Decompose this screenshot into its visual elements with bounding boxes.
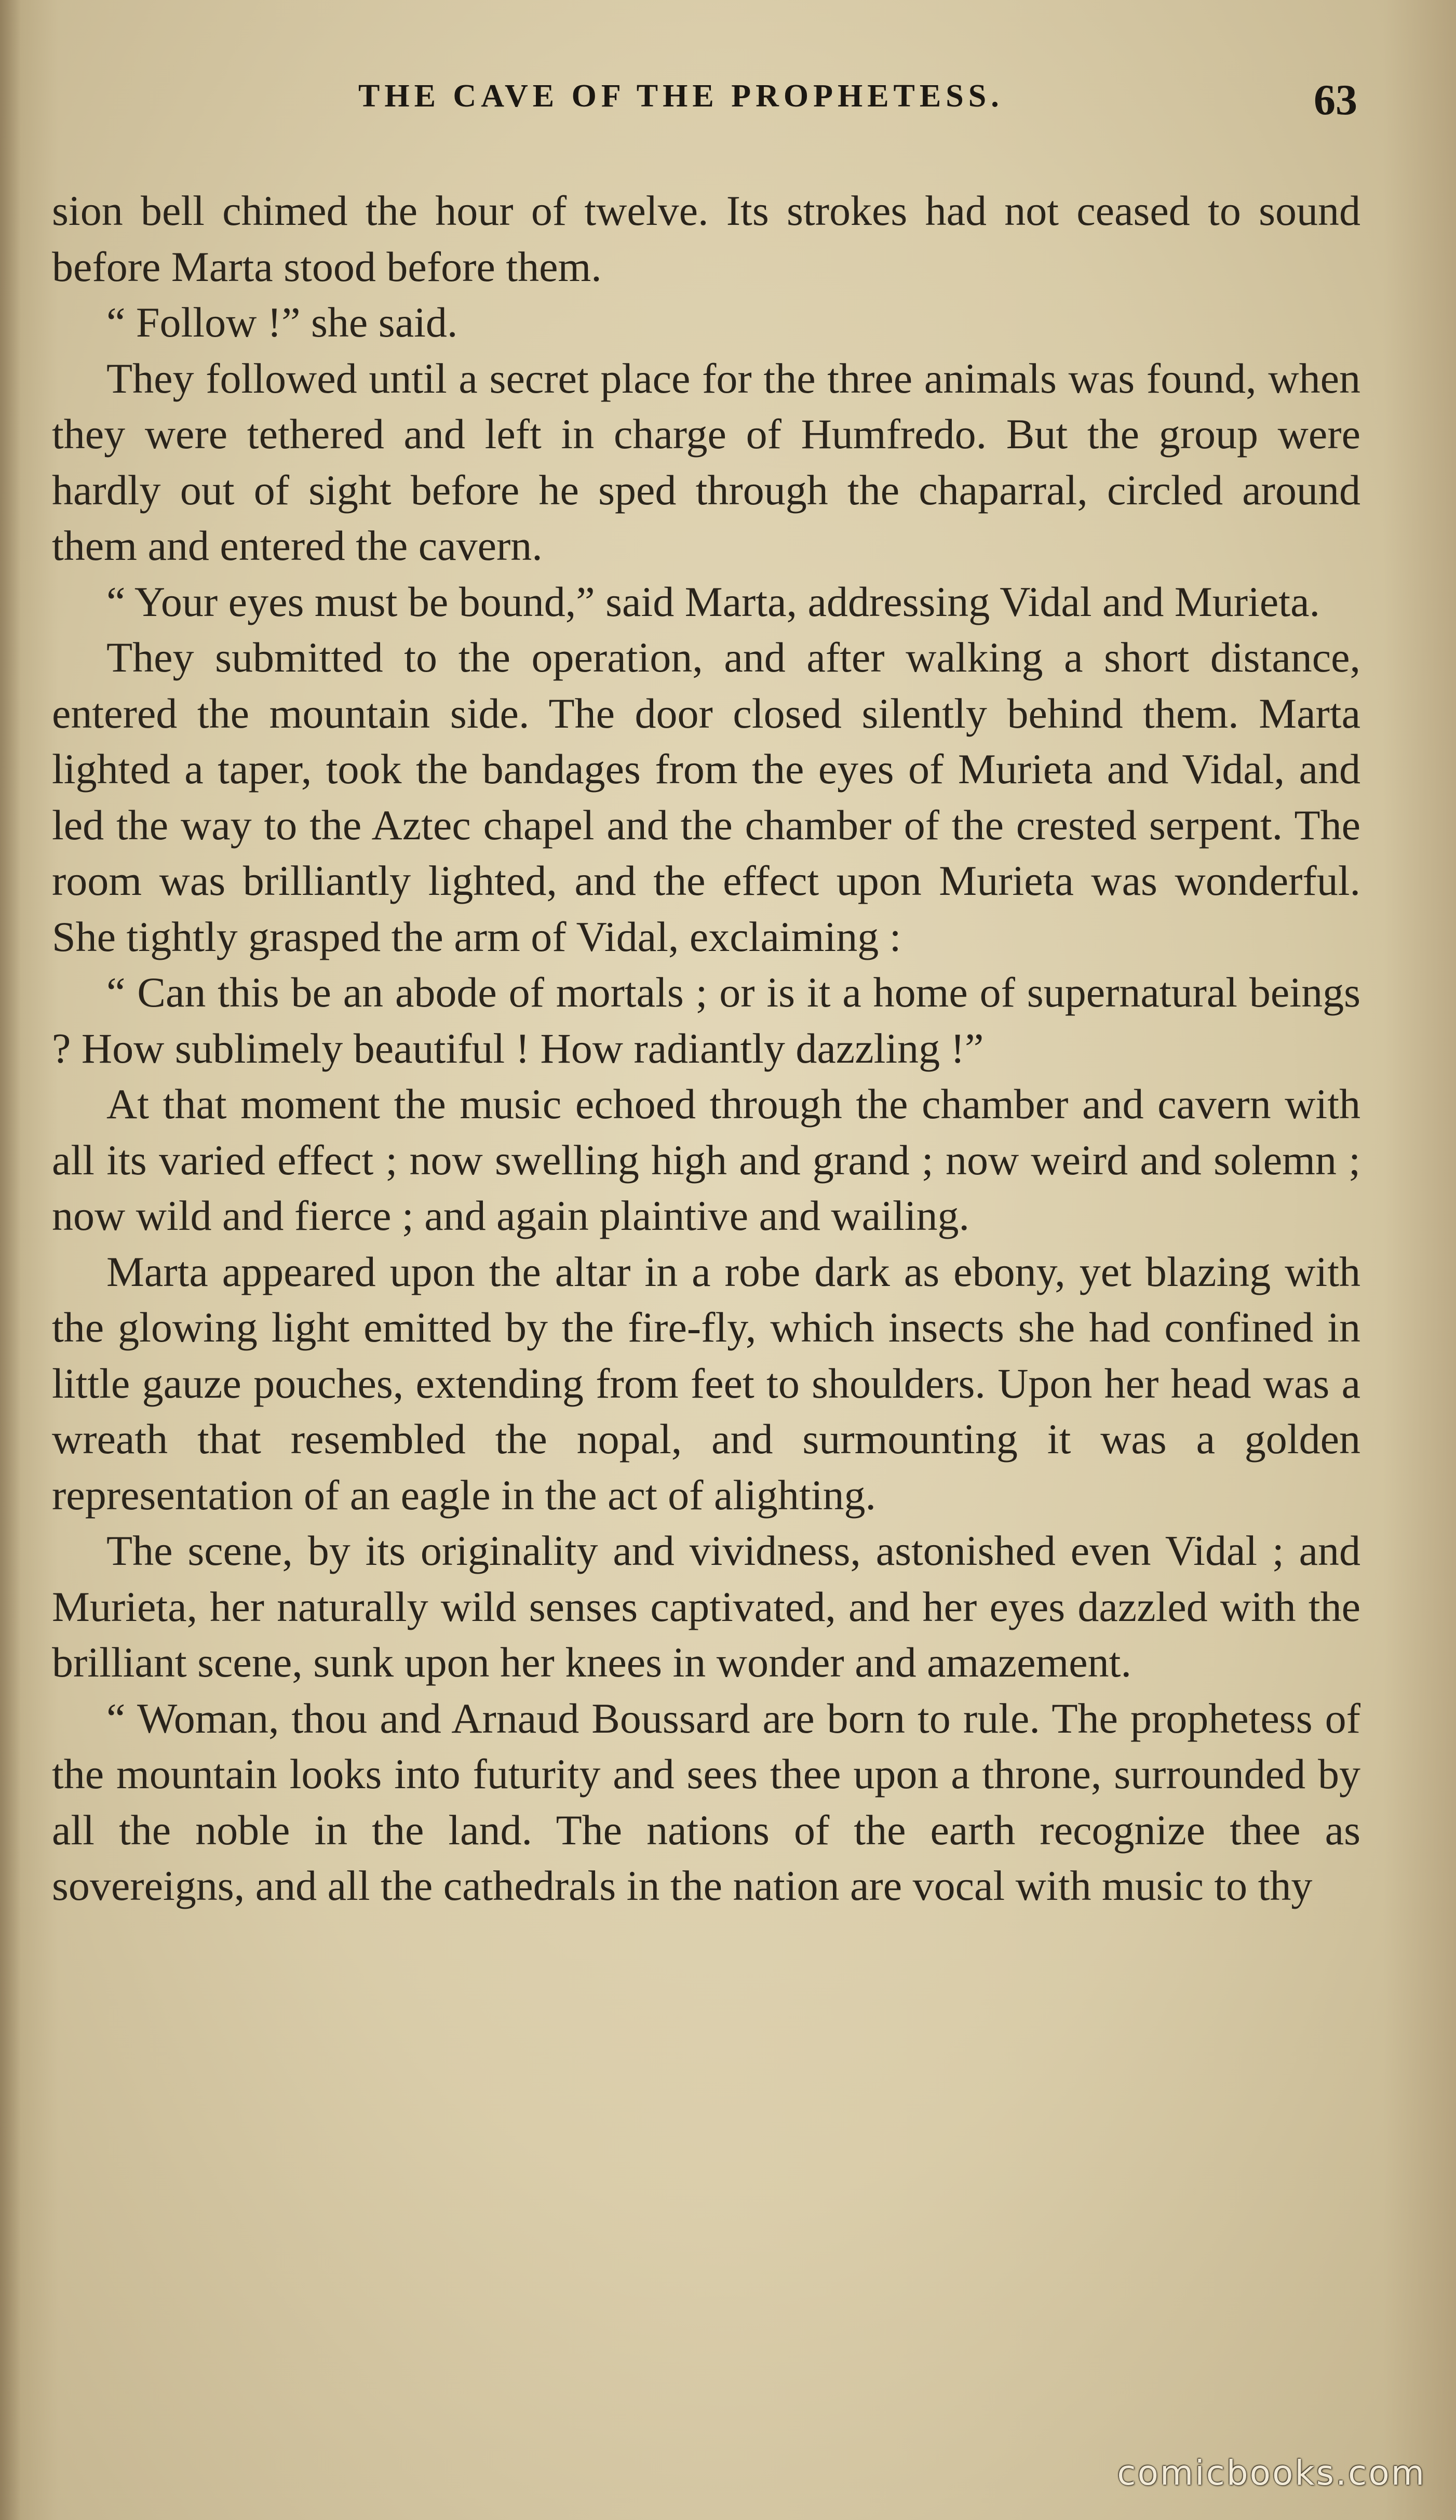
page-edge-shadow: [0, 0, 21, 2520]
paragraph: sion bell chimed the hour of twelve. Its strokes had not ceased to sound before Marta stood before them.: [52, 187, 1360, 290]
paragraph: At that moment the music echoed through the chamber and cavern with all its varied effect ; now swelling high and grand ; now weird and solemn ; now wild and fierce ; and again plaintive and wailing.: [52, 1080, 1360, 1239]
watermark: comicbooks.com: [1117, 2453, 1426, 2493]
body-text: [52, 183, 1360, 1914]
paragraph: The scene, by its originality and vividness, astonished even Vidal ; and Murieta, her naturally wild senses captivated, and her eyes dazzled with the brilliant scene, sunk upon her knees in wonder and amazement.: [52, 1527, 1360, 1686]
paragraph: “ Follow !” she said.: [106, 299, 458, 346]
paragraph: “ Woman, thou and Arnaud Boussard are born to rule. The prophetess of the mountain looks into futurity and sees thee upon a throne, surrounded by all the noble in the land. The nations of the earth recognize thee as sovereigns, and all the cathedrals in the nation are vocal with music to thy: [52, 1694, 1360, 1909]
paragraph: “ Can this be an abode of mortals ; or is it a home of supernatural beings ? How sublimely beautiful ! How radiantly dazzling !”: [52, 969, 1360, 1072]
paragraph: They followed until a secret place for the three animals was found, when they were tethered and left in charge of Humfredo. But the group were hardly out of sight before he sped through the chaparral, circled around them and entered the cavern.: [52, 354, 1360, 569]
page-header: [0, 78, 1456, 140]
paragraph: They submitted to the operation, and after walking a short distance, entered the mountain side. The door closed silently behind them. Marta lighted a taper, took the bandages from the eyes of Murieta and Vidal, and led the way to the Aztec chapel and the chamber of the crested serpent. The room was brilliantly lighted, and the effect upon Murieta was wonderful. She tightly grasped the arm of Vidal, exclaiming :: [52, 634, 1360, 960]
paragraph: “ Your eyes must be bound,” said Marta, addressing Vidal and Murieta.: [106, 578, 1320, 625]
paragraph: Marta appeared upon the altar in a robe dark as ebony, yet blazing with the glowing light emitted by the fire-fly, which insects she had confined in little gauze pouches, extending from feet to shoulders. Upon her head was a wreath that resembled the nopal, and surmounting it was a golden representation of an eagle in the act of alighting.: [52, 1248, 1360, 1519]
page-number: 63: [1314, 76, 1357, 124]
running-head: THE CAVE OF THE PROPHETESS.: [358, 78, 1004, 114]
